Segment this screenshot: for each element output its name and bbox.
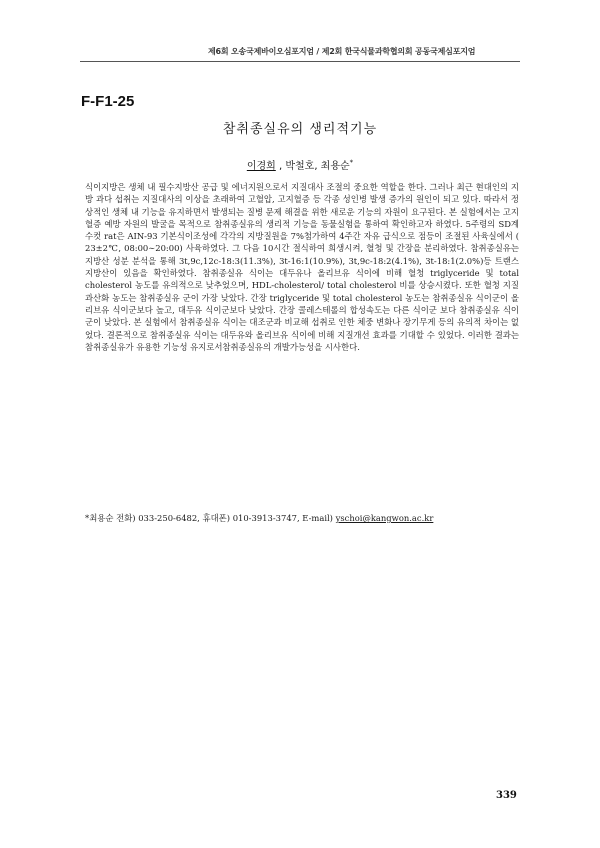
header-divider (80, 61, 520, 62)
author-separator: , (275, 161, 286, 172)
abstract-paragraph: 식이지방은 생체 내 필수지방산 공급 및 에너지원으로서 지질대사 조절의 중요한 역할을 한다. 그러나 최근 현대인의 지방 과다 섭취는 지질대사의 이상을 초래하여 고혈압, 고지혈증 등 각종 성인병 발생 증가의 원인이 되고 있다. 따라서 정상적인 생체 내 기능을 유지하면서 발생되는 질병 문제 해결을 위한 새로운 기능의 자원이 요구된다. 본 실험에서는 고지혈증 예방 자원의 발굴을 목적으로 참취종실유의 생리적 기능을 동물실험을 통하여 확인하고자 하였다. 5주령의 SD계 수컷 rat은 AIN-93 기본식이조성에 각각의 지방질원을 7%첨가하여 4주간 자유 급식으로 점등이 조절된 사육실에서 ( 23±2℃, 08:00∼20:00) 사육하였다. 그 다음 10시간 절식하여 희생시켜, 혈청 및 간장을 분리하였다. 참취종실유는 지방산 성분 분석을 통해 3t,9c,12c-18:3(11.3%), 3t-16:1(10.9%), 3t,9c-18:2(4.1%), 3t-18:1(2.0%)등 트랜스 지방산이 있음을 확인하였다. 참취종실유 식이는 대두유나 올리브유 식이에 비해 혈청 triglyceride 및 total cholesterol 농도를 유의적으로 낮추었으며, HDL-cholesterol/ total cholesterol 비를 상승시켰다. 또한 혈청 지질과산화 농도는 참취종실유 군이 가장 낮았다. 간장 triglyceride 및 total cholesterol 농도는 참취종실유 식이군이 올리브유 식이군보다 높고, 대두유 식이군보다 낮았다. 간장 콜레스테롤의 합성속도는 다른 식이군 보다 참취종실유 식이군이 낮았다. 본 실험에서 참취종실유 식이는 대조군과 비교해 섭취로 인한 체중 변화나 장기무게 등의 유의적 차이는 없었다. 결론적으로 참취종실유 식이는 대두유와 올리브유 식이에 비해 지질개선 효과를 기대할 수 있었다. 이러한 결과는 참취종실유가 유용한 기능성 유지로서참취종실유의 개발가능성을 시사한다. (85, 182, 519, 352)
abstract-body (85, 181, 519, 353)
presenting-author: 이경희 (246, 161, 276, 172)
coauthors: 박철호, 최용순 (285, 161, 350, 172)
corresponding-author-mark: * (349, 158, 354, 167)
contact-info: *최용순 전화) 033-250-6482, 휴대폰) 010-3913-3747, E-mail) (85, 513, 336, 523)
page-number: 339 (496, 790, 517, 801)
contact-email-link[interactable]: yschoi@kangwon.ac.kr (335, 513, 434, 523)
abstract-title: 참취종실유의 생리적기능 (222, 122, 378, 137)
abstract-code: F-F1-25 (81, 93, 135, 110)
author-line (0, 157, 600, 172)
conference-header: 제6회 오송국제바이오심포지엄 / 제2회 한국식물과학협의회 공동국제심포지엄 (208, 47, 476, 56)
contact-line (85, 512, 519, 524)
